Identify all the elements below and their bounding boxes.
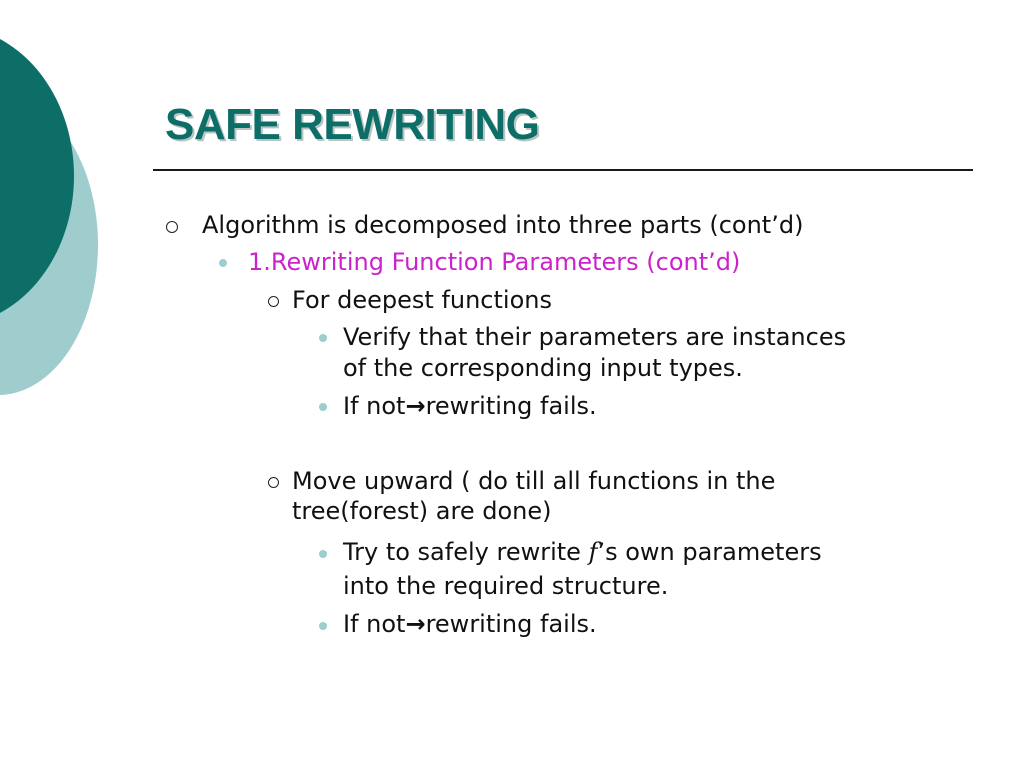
deepest-verify-line1: Verify that their parameters are instances: [343, 323, 847, 351]
upward-heading-line1: Move upward ( do till all functions in the: [292, 467, 776, 495]
deepest-verify-line2: of the corresponding input types.: [343, 354, 743, 382]
function-symbol-f: f: [588, 538, 598, 566]
right-arrow-icon: →: [405, 392, 426, 420]
dot-bullet-icon: [319, 334, 327, 342]
bullet-level2: 1.Rewriting Function Parameters (cont’d): [248, 248, 741, 276]
dot-bullet-icon: [219, 259, 227, 267]
fail-suffix: rewriting fails.: [425, 392, 597, 420]
try-suffix: ’s own parameters: [597, 538, 822, 566]
fail-prefix: If not: [343, 610, 406, 638]
hollow-circle-bullet-icon: [268, 296, 279, 307]
deepest-heading: For deepest functions: [292, 286, 552, 314]
deepest-fail-line: [343, 391, 597, 422]
try-prefix: Try to safely rewrite: [343, 538, 589, 566]
upward-fail-line: [343, 609, 597, 640]
fail-suffix: rewriting fails.: [425, 610, 597, 638]
hollow-circle-bullet-icon: [166, 221, 178, 233]
dot-bullet-icon: [319, 550, 327, 558]
upward-try-line2: into the required structure.: [343, 572, 669, 600]
fail-prefix: If not: [343, 392, 406, 420]
bullet-level1: Algorithm is decomposed into three parts (cont’d): [202, 211, 804, 239]
right-arrow-icon: →: [405, 610, 426, 638]
title-underline: [153, 169, 973, 171]
dot-bullet-icon: [319, 403, 327, 411]
upward-heading-line2: tree(forest) are done): [292, 497, 552, 525]
slide-title: SAFE REWRITING: [165, 100, 540, 149]
dot-bullet-icon: [319, 622, 327, 630]
upward-try-line1: [343, 537, 822, 568]
hollow-circle-bullet-icon: [268, 477, 279, 488]
